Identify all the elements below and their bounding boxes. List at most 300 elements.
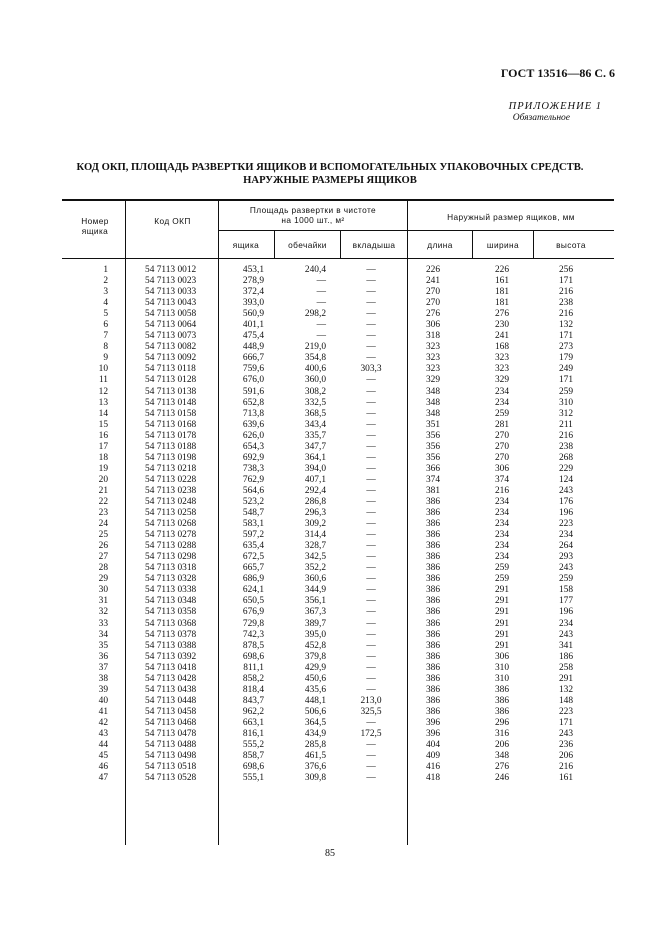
height-cell: 132	[558, 320, 574, 331]
area-insert-cell: —	[366, 419, 376, 430]
length-cell: 386	[425, 695, 441, 706]
area-shell-cell: 285,8	[304, 740, 326, 751]
area-shell-cell: —	[316, 298, 326, 309]
okp-code-cell: 54 7113 0148	[145, 397, 197, 408]
area-box-cell: 672,5	[242, 552, 264, 563]
area-box-cell: 393,0	[242, 298, 264, 309]
width-cell: 241	[494, 331, 510, 342]
width-cell: 234	[494, 386, 510, 397]
width-cell: 310	[494, 662, 510, 673]
area-shell-cell: 435,6	[304, 684, 326, 695]
area-box-cell: 591,6	[242, 386, 264, 397]
box-number-cell: 6	[103, 320, 108, 331]
length-cell: 356	[425, 430, 441, 441]
area-box-cell: 401,1	[242, 320, 264, 331]
length-cell: 386	[425, 530, 441, 541]
area-insert-cell: —	[366, 320, 376, 331]
table-row	[0, 431, 661, 442]
length-cell: 386	[425, 706, 441, 717]
area-insert-cell: —	[366, 673, 376, 684]
length-cell: 386	[425, 607, 441, 618]
header-length: длина	[427, 240, 453, 250]
area-shell-cell: 395,0	[304, 629, 326, 640]
okp-code-cell: 54 7113 0278	[145, 530, 197, 541]
area-insert-cell: —	[366, 519, 376, 530]
area-insert-cell: —	[366, 485, 376, 496]
length-cell: 323	[425, 342, 441, 353]
okp-code-cell: 54 7113 0248	[145, 496, 197, 507]
box-number-cell: 39	[98, 684, 108, 695]
okp-code-cell: 54 7113 0458	[145, 706, 197, 717]
height-cell: 312	[558, 408, 574, 419]
area-insert-cell: —	[366, 331, 376, 342]
box-number-cell: 24	[98, 519, 108, 530]
area-box-cell: 676,0	[242, 375, 264, 386]
area-box-cell: 676,9	[242, 607, 264, 618]
okp-code-cell: 54 7113 0128	[145, 375, 197, 386]
okp-code-cell: 54 7113 0518	[145, 762, 197, 773]
area-insert-cell: —	[366, 740, 376, 751]
box-number-cell: 29	[98, 574, 108, 585]
area-insert-cell: —	[366, 353, 376, 364]
table-row	[0, 309, 661, 320]
width-cell: 161	[494, 276, 510, 287]
table-row	[0, 508, 661, 519]
length-cell: 386	[425, 496, 441, 507]
area-shell-cell: 360,0	[304, 375, 326, 386]
length-cell: 386	[425, 563, 441, 574]
okp-code-cell: 54 7113 0188	[145, 441, 197, 452]
area-shell-cell: 448,1	[304, 695, 326, 706]
length-cell: 386	[425, 585, 441, 596]
area-shell-cell: 344,9	[304, 585, 326, 596]
height-cell: 179	[558, 353, 574, 364]
header-box-number	[66, 216, 124, 236]
area-box-cell: 858,7	[242, 751, 264, 762]
width-cell: 386	[494, 695, 510, 706]
height-cell: 158	[558, 585, 574, 596]
width-cell: 348	[494, 751, 510, 762]
okp-code-cell: 54 7113 0388	[145, 640, 197, 651]
box-number-cell: 27	[98, 552, 108, 563]
okp-code-cell: 54 7113 0478	[145, 728, 197, 739]
height-cell: 177	[558, 596, 574, 607]
table-row	[0, 552, 661, 563]
area-box-cell: 742,3	[242, 629, 264, 640]
box-number-cell: 32	[98, 607, 108, 618]
height-cell: 216	[558, 430, 574, 441]
width-cell: 270	[494, 441, 510, 452]
box-number-cell: 11	[98, 375, 108, 386]
length-cell: 409	[425, 751, 441, 762]
okp-code-cell: 54 7113 0438	[145, 684, 197, 695]
area-insert-cell: —	[366, 662, 376, 673]
width-cell: 230	[494, 320, 510, 331]
area-shell-cell: 394,0	[304, 463, 326, 474]
okp-code-cell: 54 7113 0012	[145, 265, 197, 275]
area-box-cell: 843,7	[242, 695, 264, 706]
area-box-cell: 878,5	[242, 640, 264, 651]
width-cell: 181	[494, 298, 510, 309]
area-shell-cell: 434,9	[304, 728, 326, 739]
table-row	[0, 773, 661, 784]
table-row	[0, 585, 661, 596]
table-row	[0, 497, 661, 508]
area-insert-cell: —	[366, 408, 376, 419]
area-box-cell: 663,1	[242, 717, 264, 728]
width-cell: 270	[494, 430, 510, 441]
height-cell: 132	[558, 684, 574, 695]
document-title	[40, 161, 620, 187]
box-number-cell: 21	[98, 485, 108, 496]
standard-code: ГОСТ 13516—86 С. 6	[500, 66, 615, 80]
height-cell: 243	[558, 728, 574, 739]
column-divider	[472, 231, 473, 259]
box-number-cell: 20	[98, 474, 108, 485]
table-row	[0, 740, 661, 751]
height-cell: 236	[558, 740, 574, 751]
area-insert-cell: 303,3	[360, 364, 382, 375]
okp-code-cell: 54 7113 0023	[145, 276, 197, 287]
area-shell-cell: 314,4	[304, 530, 326, 541]
width-cell: 291	[494, 618, 510, 629]
box-number-cell: 5	[103, 309, 108, 320]
box-number-cell: 15	[98, 419, 108, 430]
okp-code-cell: 54 7113 0198	[145, 452, 197, 463]
area-box-cell: 639,6	[242, 419, 264, 430]
box-number-cell: 47	[98, 773, 108, 784]
area-shell-cell: 356,1	[304, 596, 326, 607]
length-cell: 323	[425, 364, 441, 375]
height-cell: 223	[558, 706, 574, 717]
height-cell: 171	[558, 375, 574, 386]
okp-code-cell: 54 7113 0218	[145, 463, 197, 474]
length-cell: 386	[425, 552, 441, 563]
box-number-cell: 44	[98, 740, 108, 751]
area-box-cell: 962,2	[242, 706, 264, 717]
area-shell-cell: 347,7	[304, 441, 326, 452]
area-shell-cell: 450,6	[304, 673, 326, 684]
width-cell: 234	[494, 530, 510, 541]
width-cell: 234	[494, 541, 510, 552]
area-shell-cell: 240,4	[304, 265, 326, 275]
area-shell-cell: 328,7	[304, 541, 326, 552]
width-cell: 386	[494, 684, 510, 695]
width-cell: 259	[494, 563, 510, 574]
box-number-cell: 12	[98, 386, 108, 397]
width-cell: 291	[494, 596, 510, 607]
height-cell: 124	[558, 474, 574, 485]
width-cell: 181	[494, 287, 510, 298]
area-box-cell: 583,1	[242, 519, 264, 530]
height-cell: 148	[558, 695, 574, 706]
table-row	[0, 375, 661, 386]
height-cell: 206	[558, 751, 574, 762]
area-box-cell: 652,8	[242, 397, 264, 408]
table-row	[0, 475, 661, 486]
okp-code-cell: 54 7113 0043	[145, 298, 197, 309]
width-cell: 296	[494, 717, 510, 728]
okp-code-cell: 54 7113 0238	[145, 485, 197, 496]
height-cell: 216	[558, 762, 574, 773]
area-insert-cell: —	[366, 287, 376, 298]
length-cell: 386	[425, 519, 441, 530]
table-row	[0, 353, 661, 364]
height-cell: 223	[558, 519, 574, 530]
box-number-cell: 13	[98, 397, 108, 408]
height-cell: 341	[558, 640, 574, 651]
okp-code-cell: 54 7113 0392	[145, 651, 197, 662]
box-number-cell: 26	[98, 541, 108, 552]
area-insert-cell: 325,5	[360, 706, 382, 717]
okp-code-cell: 54 7113 0268	[145, 519, 197, 530]
table-row	[0, 619, 661, 630]
header-bottom-rule	[62, 258, 614, 259]
box-number-cell: 10	[98, 364, 108, 375]
box-number-cell: 42	[98, 717, 108, 728]
area-insert-cell: —	[366, 474, 376, 485]
length-cell: 276	[425, 309, 441, 320]
width-cell: 206	[494, 740, 510, 751]
area-shell-cell: 506,6	[304, 706, 326, 717]
area-shell-cell: 368,5	[304, 408, 326, 419]
box-number-cell: 18	[98, 452, 108, 463]
table-row	[0, 751, 661, 762]
area-insert-cell: —	[366, 563, 376, 574]
height-cell: 243	[558, 563, 574, 574]
okp-code-cell: 54 7113 0138	[145, 386, 197, 397]
area-insert-cell: —	[366, 397, 376, 408]
okp-code-cell: 54 7113 0092	[145, 353, 197, 364]
table-row	[0, 663, 661, 674]
table-row	[0, 298, 661, 309]
page-number: 85	[325, 848, 335, 859]
area-shell-cell: 364,5	[304, 717, 326, 728]
height-cell: 268	[558, 452, 574, 463]
area-insert-cell: —	[366, 265, 376, 275]
height-cell: 211	[559, 419, 573, 430]
okp-code-cell: 54 7113 0358	[145, 607, 197, 618]
width-cell: 374	[494, 474, 510, 485]
area-insert-cell: —	[366, 452, 376, 463]
okp-code-cell: 54 7113 0064	[145, 320, 197, 331]
area-insert-cell: —	[366, 651, 376, 662]
width-cell: 234	[494, 552, 510, 563]
box-number-cell: 28	[98, 563, 108, 574]
area-insert-cell: —	[366, 530, 376, 541]
width-cell: 234	[494, 508, 510, 519]
length-cell: 351	[425, 419, 441, 430]
table-row	[0, 685, 661, 696]
length-cell: 356	[425, 452, 441, 463]
box-number-cell: 14	[98, 408, 108, 419]
area-box-cell: 729,8	[242, 618, 264, 629]
area-shell-cell: 296,3	[304, 508, 326, 519]
area-insert-cell: —	[366, 585, 376, 596]
okp-code-cell: 54 7113 0498	[145, 751, 197, 762]
area-shell-cell: —	[316, 320, 326, 331]
box-number-cell: 25	[98, 530, 108, 541]
header-area-box: ящика	[232, 240, 260, 250]
area-insert-cell: —	[366, 684, 376, 695]
area-box-cell: 818,4	[242, 684, 264, 695]
width-cell: 281	[494, 419, 510, 430]
width-cell: 234	[494, 519, 510, 530]
width-cell: 234	[494, 397, 510, 408]
length-cell: 366	[425, 463, 441, 474]
area-shell-cell: 308,2	[304, 386, 326, 397]
width-cell: 291	[494, 585, 510, 596]
length-cell: 226	[425, 265, 441, 275]
height-cell: 273	[558, 342, 574, 353]
table-row	[0, 453, 661, 464]
header-box-number-line1: Номер	[81, 216, 109, 226]
length-cell: 374	[425, 474, 441, 485]
box-number-cell: 33	[98, 618, 108, 629]
box-number-cell: 8	[103, 342, 108, 353]
length-cell: 386	[425, 618, 441, 629]
length-cell: 386	[425, 574, 441, 585]
okp-code-cell: 54 7113 0378	[145, 629, 197, 640]
area-box-cell: 597,2	[242, 530, 264, 541]
table-top-rule	[62, 199, 614, 201]
appendix-label: ПРИЛОЖЕНИЕ 1	[508, 101, 602, 112]
width-cell: 386	[494, 706, 510, 717]
width-cell: 270	[494, 452, 510, 463]
length-cell: 270	[425, 287, 441, 298]
height-cell: 161	[558, 773, 574, 784]
width-cell: 306	[494, 463, 510, 474]
table-body	[0, 265, 661, 784]
table-row	[0, 707, 661, 718]
area-insert-cell: —	[366, 541, 376, 552]
area-shell-cell: 342,5	[304, 552, 326, 563]
area-shell-cell: 400,6	[304, 364, 326, 375]
height-cell: 243	[558, 485, 574, 496]
area-box-cell: 560,9	[242, 309, 264, 320]
okp-code-cell: 54 7113 0528	[145, 773, 197, 784]
area-shell-cell: 286,8	[304, 496, 326, 507]
width-cell: 323	[494, 353, 510, 364]
length-cell: 356	[425, 441, 441, 452]
area-insert-cell: —	[366, 342, 376, 353]
table-row	[0, 718, 661, 729]
box-number-cell: 36	[98, 651, 108, 662]
height-cell: 310	[558, 397, 574, 408]
area-box-cell: 555,2	[242, 740, 264, 751]
area-box-cell: 858,2	[242, 673, 264, 684]
okp-code-cell: 54 7113 0158	[145, 408, 197, 419]
area-insert-cell: 213,0	[360, 695, 382, 706]
box-number-cell: 4	[103, 298, 108, 309]
okp-code-cell: 54 7113 0338	[145, 585, 197, 596]
area-insert-cell: —	[366, 463, 376, 474]
area-shell-cell: 335,7	[304, 430, 326, 441]
table-row	[0, 486, 661, 497]
box-number-cell: 38	[98, 673, 108, 684]
area-insert-cell: —	[366, 629, 376, 640]
table-row	[0, 265, 661, 276]
height-cell: 216	[558, 287, 574, 298]
area-shell-cell: —	[316, 276, 326, 287]
title-line-1: КОД ОКП, ПЛОЩАДЬ РАЗВЕРТКИ ЯЩИКОВ И ВСПОМОГАТЕЛЬНЫХ УПАКОВОЧНЫХ СРЕДСТВ.	[76, 162, 584, 173]
okp-code-cell: 54 7113 0118	[145, 364, 196, 375]
table-row	[0, 398, 661, 409]
length-cell: 416	[425, 762, 441, 773]
okp-code-cell: 54 7113 0288	[145, 541, 197, 552]
column-divider	[533, 231, 534, 259]
length-cell: 396	[425, 717, 441, 728]
okp-code-cell: 54 7113 0318	[145, 563, 197, 574]
area-box-cell: 555,1	[242, 773, 264, 784]
length-cell: 318	[425, 331, 441, 342]
table-row	[0, 331, 661, 342]
height-cell: 249	[558, 364, 574, 375]
length-cell: 270	[425, 298, 441, 309]
area-box-cell: 453,1	[242, 265, 264, 275]
area-box-cell: 654,3	[242, 441, 264, 452]
box-number-cell: 9	[103, 353, 108, 364]
table-row	[0, 641, 661, 652]
area-box-cell: 811,1	[243, 662, 264, 673]
height-cell: 176	[558, 496, 574, 507]
width-cell: 310	[494, 673, 510, 684]
header-outer-dimensions: Наружный размер ящиков, мм	[447, 212, 575, 222]
area-shell-cell: 367,3	[304, 607, 326, 618]
area-box-cell: 816,1	[242, 728, 264, 739]
area-box-cell: 372,4	[242, 287, 264, 298]
column-divider	[340, 231, 341, 259]
area-insert-cell: —	[366, 640, 376, 651]
height-cell: 171	[558, 717, 574, 728]
area-box-cell: 635,4	[242, 541, 264, 552]
area-insert-cell: —	[366, 375, 376, 386]
area-box-cell: 624,1	[242, 585, 264, 596]
area-box-cell: 738,3	[242, 463, 264, 474]
okp-code-cell: 54 7113 0448	[145, 695, 197, 706]
area-insert-cell: —	[366, 717, 376, 728]
area-shell-cell: —	[316, 287, 326, 298]
height-cell: 238	[558, 298, 574, 309]
height-cell: 171	[558, 276, 574, 287]
area-shell-cell: 429,9	[304, 662, 326, 673]
box-number-cell: 40	[98, 695, 108, 706]
area-shell-cell: 298,2	[304, 309, 326, 320]
okp-code-cell: 54 7113 0488	[145, 740, 197, 751]
width-cell: 259	[494, 408, 510, 419]
area-insert-cell: —	[366, 298, 376, 309]
length-cell: 381	[425, 485, 441, 496]
height-cell: 234	[558, 618, 574, 629]
width-cell: 329	[494, 375, 510, 386]
area-box-cell: 665,7	[242, 563, 264, 574]
area-insert-cell: 172,5	[360, 728, 382, 739]
height-cell: 238	[558, 441, 574, 452]
height-cell: 171	[558, 331, 574, 342]
table-row	[0, 574, 661, 585]
area-box-cell: 692,9	[242, 452, 264, 463]
area-shell-cell: 343,4	[304, 419, 326, 430]
box-number-cell: 22	[98, 496, 108, 507]
area-shell-cell: 376,6	[304, 762, 326, 773]
width-cell: 291	[494, 640, 510, 651]
height-cell: 259	[558, 386, 574, 397]
header-height: высота	[556, 240, 586, 250]
title-line-2: НАРУЖНЫЕ РАЗМЕРЫ ЯЩИКОВ	[243, 175, 417, 186]
table-row	[0, 364, 661, 375]
width-cell: 316	[494, 728, 510, 739]
box-number-cell: 2	[103, 276, 108, 287]
